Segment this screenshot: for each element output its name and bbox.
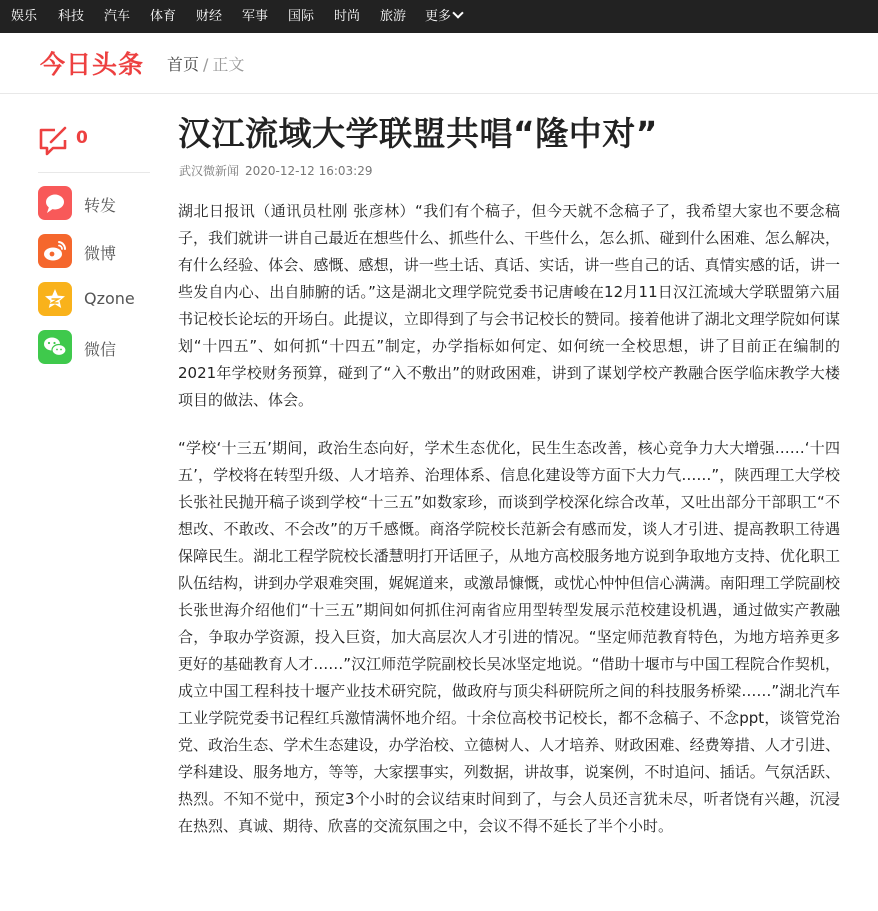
share-wechat-label: 微信 [84, 340, 117, 359]
weibo-icon [38, 234, 72, 268]
nav-item-international[interactable]: 国际 [288, 9, 315, 24]
share-qzone[interactable] [38, 282, 150, 318]
site-header [0, 33, 878, 94]
nav-more-label: 更多 [425, 9, 452, 24]
chevron-down-icon [452, 7, 463, 18]
breadcrumb-home[interactable]: 首页 [167, 55, 200, 74]
breadcrumb [167, 52, 244, 75]
article-meta [179, 162, 372, 179]
site-logo[interactable]: 今日头条 [40, 50, 145, 79]
qzone-icon [38, 282, 72, 316]
nav-item-fashion[interactable]: 时尚 [334, 9, 361, 24]
comment-edit-icon [38, 126, 70, 156]
article-source[interactable]: 武汉微新闻 [179, 164, 240, 178]
breadcrumb-separator: / [203, 55, 209, 74]
article-title: 汉江流域大学联盟共唱“隆中对” [178, 114, 658, 153]
nav-item-entertainment[interactable]: 娱乐 [11, 9, 38, 24]
top-nav-bar [0, 0, 878, 33]
wechat-icon [38, 330, 72, 364]
article-paragraph: “学校‘十三五’期间，政治生态向好，学术生态优化，民生生态改善，核心竞争力大大增强……‘十四五’，学校将在转型升级、人才培养、治理体系、信息化建设等方面下大力气……”，陕西理工大学校长张社民抛开稿子谈到学校“十三五”如数家珍，而谈到学校深化综合改革，又吐出部分干部职工“不想改、不敢改、不会改”的万千感慨。商洛学院校长范新会有感而发，谈人才引进、提高教职工待遇保障民生。湖北工程学院校长潘慧明打开话匣子，从地方高校服务地方说到争取地方支持、优化职工队伍结构，讲到办学艰难突围，娓娓道来，或激昂慷慨，或忧心忡忡但信心满满。南阳理工学院副校长张世海介绍他们“十三五”期间如何抓住河南省应用型转型发展示范校建设机遇，通过做实产教融合，争取办学资源，投入巨资，加大高层次人才引进的情况。“坚定师范教育特色，为地方培养更多更好的基础教育人才……”汉江师范学院副校长吴冰坚定地说。“借助十堰市与中国工程院合作契机，成立中国工程科技十堰产业技术研究院，做政府与顶尖科研院所之间的科技服务桥梁……”湖北汽车工业学院党委书记程红兵激情满怀地介绍。十余位高校书记校长，都不念稿子、不念ppt，谈管党治党、政治生态、学术生态建设，办学治校、立德树人、人才培养、财政困难、经费筹措、人才引进、学科建设、服务地方，等等，大家摆事实，列数据，讲故事，说案例，不时追问、插话。气氛活跃、热烈。不知不觉中，预定3个小时的会议结束时间到了，与会人员还言犹未尽，听者饶有兴趣，沉浸在热烈、真诚、期待、欣喜的交流氛围之中，会议不得不延长了半个小时。 [178, 439, 840, 835]
share-repost[interactable] [38, 186, 150, 222]
share-weibo-label: 微博 [84, 244, 117, 263]
repost-icon [38, 186, 72, 220]
share-qzone-label: Qzone [84, 289, 135, 308]
nav-item-tech[interactable]: 科技 [58, 9, 85, 24]
share-weibo[interactable] [38, 234, 150, 270]
breadcrumb-current: 正文 [212, 55, 245, 74]
comment-count: 0 [76, 128, 88, 148]
share-repost-label: 转发 [84, 196, 117, 215]
share-wechat[interactable] [38, 330, 150, 366]
article-time: 2020-12-12 16:03:29 [245, 164, 373, 178]
nav-item-military[interactable]: 军事 [242, 9, 269, 24]
article-paragraph: 湖北日报讯（通讯员杜刚 张彦林）“我们有个稿子，但今天就不念稿子了，我希望大家也不要念稿子，我们就讲一讲自己最近在想些什么、抓些什么、干些什么，怎么抓、碰到什么困难、怎么解决，有什么经验、体会、感慨、感想，讲一些土话、真话、实话，讲一些自己的话、真情实感的话，讲一些发自内心、出自肺腑的话。”这是湖北文理学院党委书记唐峻在12月11日汉江流域大学联盟第六届书记校长论坛的开场白。此提议，立即得到了与会书记校长的赞同。接着他讲了湖北文理学院如何谋划“十四五”、如何抓“十四五”制定，办学指标如何定、如何统一全校思想，讲了目前正在编制的2021年学校财务预算，碰到了“入不敷出”的财政困难，讲到了谋划学校产教融合医学临床教学大楼项目的做法、体会。 [178, 202, 840, 409]
nav-item-travel[interactable]: 旅游 [380, 9, 407, 24]
nav-item-finance[interactable]: 财经 [196, 9, 223, 24]
nav-item-auto[interactable]: 汽车 [104, 9, 131, 24]
comment-button[interactable] [38, 118, 150, 173]
nav-item-sports[interactable]: 体育 [150, 9, 177, 24]
nav-more-menu[interactable] [425, 0, 462, 33]
